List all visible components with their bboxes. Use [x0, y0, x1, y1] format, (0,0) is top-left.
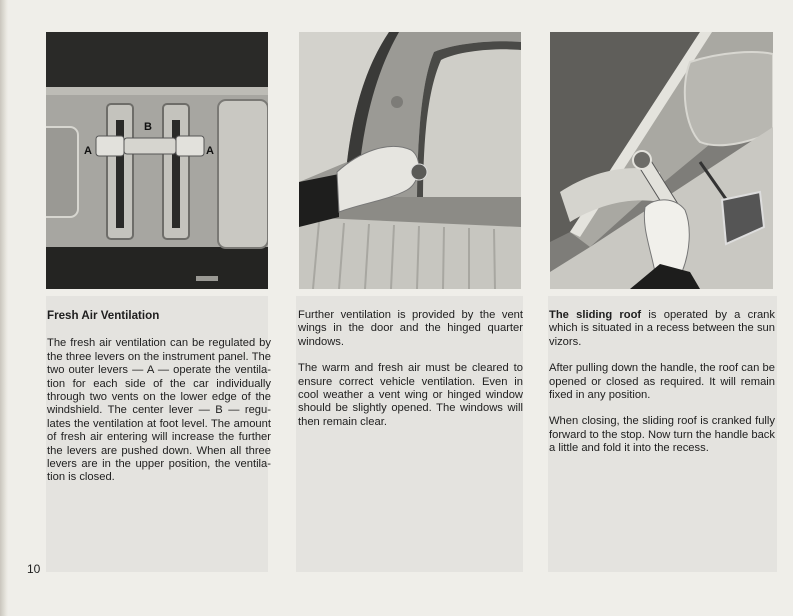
paragraph-sliding-roof — [549, 309, 775, 349]
paragraph-closing-roof: When closing, the sliding roof is cranked fully forward to the stop. Now turn the handle back a little and fold it into the recess. — [549, 415, 775, 455]
page-number: 10 — [27, 562, 41, 576]
label-a-left: A — [84, 145, 92, 157]
paragraph-roof-handle: After pulling down the handle, the roof can be opened or closed as required. It will remain fixed in any position. — [549, 362, 775, 402]
paragraph-vent-wings: Further ventilation is provided by the vent wings in the door and the hinged quarter windows. — [298, 309, 523, 348]
section-heading-fresh-air: Fresh Air Ventilation — [47, 309, 160, 322]
column-2-text — [298, 309, 523, 442]
column-3-text — [549, 309, 775, 469]
photo-sliding-roof-crank — [550, 32, 773, 289]
label-b: B — [144, 121, 152, 133]
photo-vent-wing — [299, 32, 521, 289]
column-1-text — [47, 309, 271, 498]
page-binding-shadow — [0, 0, 8, 616]
photo-ventilation-levers — [46, 32, 268, 289]
sliding-roof-description: is operated by a crank which is situated in a recess between the sun vizors. — [549, 309, 775, 348]
label-a-right: A — [206, 145, 214, 157]
paragraph-fresh-air: The fresh air ventilation can be regulated by the three levers on the instrument panel. The two outer levers — A — operate the ventilation for each side of the car individually through two vents on the lower edge of the windshield. The center lever — B — regulates the ventilation at foot level. The amount of fresh air entering will increase the further the levers are pushed down. When all three levers are in the upper position, the ventilation is closed. — [47, 337, 271, 484]
sliding-roof-term: The sliding roof — [549, 309, 642, 321]
paragraph-warm-air: The warm and fresh air must be cleared to ensure correct vehicle ventilation. Even in cool weather a vent wing or hinged window should be slightly opened. The windows will then remain clear. — [298, 362, 523, 428]
